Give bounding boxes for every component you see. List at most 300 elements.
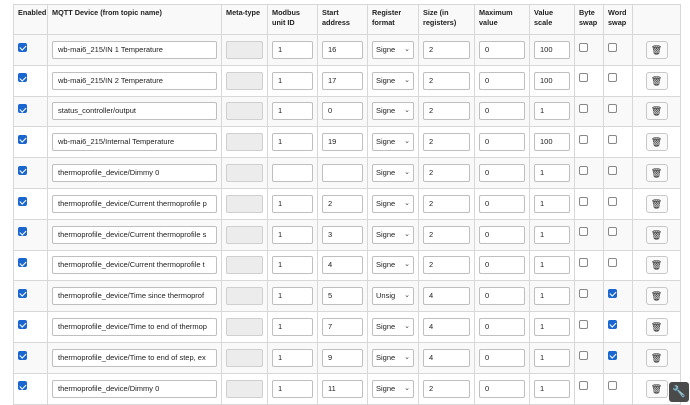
start-address-input[interactable]: 2 <box>322 195 363 213</box>
delete-row-button[interactable] <box>646 380 668 398</box>
unit-id-input[interactable] <box>272 164 313 182</box>
header-byte-swap: Byte swap <box>575 5 604 35</box>
size-input[interactable]: 2 <box>423 256 470 274</box>
actions-cell <box>633 65 681 96</box>
size-input[interactable]: 2 <box>423 195 470 213</box>
start-address-cell <box>318 65 368 96</box>
meta-type-cell <box>222 373 268 404</box>
mqtt-device-input[interactable]: thermoprofile_device/Dimmy 0 <box>52 164 217 182</box>
value-scale-cell <box>530 219 575 250</box>
byte-swap-cell <box>575 281 604 312</box>
header-word-swap: Word swap <box>604 5 633 35</box>
chevron-down-icon: ⌄ <box>404 169 410 177</box>
value-scale-cell <box>530 96 575 127</box>
table-row <box>14 373 681 404</box>
max-value-input[interactable]: 0 <box>479 41 525 59</box>
mqtt-device-input[interactable]: wb-mai6_215/IN 1 Temperature <box>52 41 217 59</box>
word-swap-checkbox[interactable] <box>608 227 617 236</box>
enabled-checkbox[interactable] <box>18 258 27 267</box>
enabled-cell <box>14 65 48 96</box>
max-value-input[interactable]: 0 <box>479 133 525 151</box>
byte-swap-cell <box>575 35 604 66</box>
start-address-input[interactable] <box>322 164 363 182</box>
max-value-cell <box>475 188 530 219</box>
unit-id-input[interactable]: 1 <box>272 41 313 59</box>
enabled-cell <box>14 281 48 312</box>
start-address-input[interactable]: 4 <box>322 256 363 274</box>
size-input[interactable]: 2 <box>423 72 470 90</box>
unit-id-input[interactable]: 1 <box>272 349 313 367</box>
mqtt-device-input[interactable]: thermoprofile_device/Time to end of step, ex <box>52 349 217 367</box>
byte-swap-checkbox[interactable] <box>579 381 588 390</box>
chevron-down-icon: ⌄ <box>404 230 410 238</box>
header-maximum-value: Maximum value <box>475 5 530 35</box>
word-swap-cell <box>604 127 633 158</box>
trash-icon: 🗑 <box>650 137 663 148</box>
word-swap-checkbox[interactable] <box>608 104 617 113</box>
device-cell <box>48 188 222 219</box>
actions-cell <box>633 35 681 66</box>
word-swap-checkbox[interactable] <box>608 289 617 298</box>
unit-id-cell <box>268 312 318 343</box>
meta-type-input[interactable] <box>226 380 263 398</box>
word-swap-cell <box>604 96 633 127</box>
enabled-checkbox[interactable] <box>18 73 27 82</box>
meta-type-cell <box>222 342 268 373</box>
byte-swap-cell <box>575 65 604 96</box>
register-format-cell <box>368 312 419 343</box>
delete-row-button[interactable] <box>646 133 668 151</box>
actions-cell <box>633 281 681 312</box>
value-scale-cell <box>530 312 575 343</box>
register-format-select[interactable] <box>372 133 414 151</box>
device-cell <box>48 96 222 127</box>
wrench-icon[interactable]: 🔧 <box>669 382 689 402</box>
size-cell <box>419 35 475 66</box>
enabled-cell <box>14 96 48 127</box>
meta-type-cell <box>222 65 268 96</box>
size-input[interactable]: 2 <box>423 133 470 151</box>
unit-id-input[interactable]: 1 <box>272 318 313 336</box>
unit-id-input[interactable]: 1 <box>272 133 313 151</box>
byte-swap-checkbox[interactable] <box>579 258 588 267</box>
device-cell <box>48 342 222 373</box>
mqtt-device-input[interactable]: thermoprofile_device/Dimmy 0 <box>52 380 217 398</box>
word-swap-checkbox[interactable] <box>608 320 617 329</box>
enabled-checkbox[interactable] <box>18 166 27 175</box>
word-swap-checkbox[interactable] <box>608 135 617 144</box>
enabled-checkbox[interactable] <box>18 351 27 360</box>
unit-id-input[interactable]: 1 <box>272 226 313 244</box>
delete-row-button[interactable] <box>646 195 668 213</box>
unit-id-input[interactable]: 1 <box>272 380 313 398</box>
meta-type-cell <box>222 158 268 189</box>
start-address-cell <box>318 250 368 281</box>
start-address-cell <box>318 312 368 343</box>
register-format-cell <box>368 188 419 219</box>
register-format-cell <box>368 373 419 404</box>
unit-id-input[interactable]: 1 <box>272 195 313 213</box>
max-value-input[interactable]: 0 <box>479 102 525 120</box>
word-swap-cell <box>604 158 633 189</box>
chevron-down-icon: ⌄ <box>404 199 410 207</box>
meta-type-cell <box>222 250 268 281</box>
mqtt-device-input[interactable]: thermoprofile_device/Current thermoprofile s <box>52 226 217 244</box>
register-format-select[interactable] <box>372 41 414 59</box>
max-value-input[interactable]: 0 <box>479 164 525 182</box>
register-format-cell <box>368 96 419 127</box>
max-value-cell <box>475 96 530 127</box>
value-scale-input[interactable]: 1 <box>534 380 570 398</box>
actions-cell <box>633 158 681 189</box>
start-address-cell <box>318 158 368 189</box>
max-value-input[interactable]: 0 <box>479 349 525 367</box>
max-value-cell <box>475 35 530 66</box>
device-cell <box>48 219 222 250</box>
meta-type-cell <box>222 188 268 219</box>
max-value-cell <box>475 65 530 96</box>
register-format-value: Signe <box>376 75 396 85</box>
header-size: Size (in registers) <box>419 5 475 35</box>
unit-id-input[interactable]: 1 <box>272 287 313 305</box>
unit-id-cell <box>268 158 318 189</box>
register-format-select[interactable] <box>372 380 414 398</box>
size-input[interactable]: 4 <box>423 349 470 367</box>
byte-swap-checkbox[interactable] <box>579 320 588 329</box>
meta-type-input[interactable] <box>226 41 263 59</box>
register-format-select[interactable] <box>372 226 414 244</box>
trash-icon: 🗑 <box>650 75 663 86</box>
word-swap-checkbox[interactable] <box>608 351 617 360</box>
start-address-cell <box>318 219 368 250</box>
header-value-scale: Value scale <box>530 5 575 35</box>
max-value-cell <box>475 219 530 250</box>
register-format-cell <box>368 158 419 189</box>
enabled-cell <box>14 219 48 250</box>
word-swap-checkbox[interactable] <box>608 43 617 52</box>
register-format-cell <box>368 250 419 281</box>
trash-icon: 🗑 <box>650 168 663 179</box>
enabled-checkbox[interactable] <box>18 320 27 329</box>
byte-swap-checkbox[interactable] <box>579 351 588 360</box>
word-swap-cell <box>604 281 633 312</box>
value-scale-input[interactable]: 1 <box>534 349 570 367</box>
delete-row-button[interactable] <box>646 256 668 274</box>
register-format-cell <box>368 35 419 66</box>
meta-type-cell <box>222 35 268 66</box>
enabled-checkbox[interactable] <box>18 104 27 113</box>
mqtt-device-input[interactable]: wb-mai6_215/IN 2 Temperature <box>52 72 217 90</box>
delete-row-button[interactable] <box>646 164 668 182</box>
meta-type-cell <box>222 127 268 158</box>
value-scale-input[interactable]: 1 <box>534 102 570 120</box>
start-address-input[interactable]: 11 <box>322 380 363 398</box>
start-address-input[interactable]: 0 <box>322 102 363 120</box>
size-input[interactable]: 2 <box>423 102 470 120</box>
max-value-input[interactable]: 0 <box>479 287 525 305</box>
value-scale-cell <box>530 373 575 404</box>
size-cell <box>419 65 475 96</box>
enabled-checkbox[interactable] <box>18 227 27 236</box>
delete-row-button[interactable] <box>646 318 668 336</box>
max-value-cell <box>475 127 530 158</box>
meta-type-input[interactable] <box>226 195 263 213</box>
register-format-value: Signe <box>376 383 396 393</box>
byte-swap-checkbox[interactable] <box>579 104 588 113</box>
meta-type-input[interactable] <box>226 72 263 90</box>
enabled-checkbox[interactable] <box>18 135 27 144</box>
table-row <box>14 312 681 343</box>
table-row <box>14 281 681 312</box>
start-address-cell <box>318 127 368 158</box>
register-format-select[interactable] <box>372 164 414 182</box>
register-format-value: Signe <box>376 260 396 270</box>
max-value-input[interactable]: 0 <box>479 256 525 274</box>
start-address-input[interactable]: 5 <box>322 287 363 305</box>
unit-id-input[interactable]: 1 <box>272 256 313 274</box>
register-format-cell <box>368 219 419 250</box>
meta-type-cell <box>222 219 268 250</box>
header-actions <box>633 5 681 35</box>
enabled-cell <box>14 158 48 189</box>
size-input[interactable]: 4 <box>423 287 470 305</box>
max-value-input[interactable]: 0 <box>479 380 525 398</box>
start-address-input[interactable]: 17 <box>322 72 363 90</box>
meta-type-input[interactable] <box>226 318 263 336</box>
delete-row-button[interactable] <box>646 41 668 59</box>
actions-cell <box>633 250 681 281</box>
delete-row-button[interactable] <box>646 226 668 244</box>
word-swap-checkbox[interactable] <box>608 197 617 206</box>
actions-cell <box>633 188 681 219</box>
enabled-checkbox[interactable] <box>18 381 27 390</box>
byte-swap-checkbox[interactable] <box>579 227 588 236</box>
value-scale-cell <box>530 281 575 312</box>
size-cell <box>419 281 475 312</box>
table-row <box>14 127 681 158</box>
table-row <box>14 219 681 250</box>
word-swap-cell <box>604 219 633 250</box>
register-format-value: Signe <box>376 198 396 208</box>
unit-id-cell <box>268 65 318 96</box>
mqtt-device-input[interactable]: thermoprofile_device/Time to end of thermop <box>52 318 217 336</box>
meta-type-input[interactable] <box>226 256 263 274</box>
word-swap-checkbox[interactable] <box>608 166 617 175</box>
byte-swap-cell <box>575 188 604 219</box>
header-enabled: Enabled <box>14 5 48 35</box>
register-format-select[interactable] <box>372 256 414 274</box>
register-format-select[interactable] <box>372 195 414 213</box>
mqtt-device-input[interactable]: status_controller/output <box>52 102 217 120</box>
enabled-checkbox[interactable] <box>18 197 27 206</box>
trash-icon: 🗑 <box>650 322 663 333</box>
register-format-select[interactable] <box>372 287 414 305</box>
mqtt-device-input[interactable]: wb-mai6_215/Internal Temperature <box>52 133 217 151</box>
register-format-cell <box>368 65 419 96</box>
meta-type-input[interactable] <box>226 102 263 120</box>
byte-swap-checkbox[interactable] <box>579 43 588 52</box>
value-scale-cell <box>530 127 575 158</box>
byte-swap-cell <box>575 250 604 281</box>
actions-cell <box>633 219 681 250</box>
value-scale-input[interactable]: 100 <box>534 41 570 59</box>
register-format-select[interactable] <box>372 102 414 120</box>
chevron-down-icon: ⌄ <box>404 76 410 84</box>
word-swap-checkbox[interactable] <box>608 258 617 267</box>
device-cell <box>48 373 222 404</box>
value-scale-input[interactable]: 100 <box>534 133 570 151</box>
mqtt-device-input[interactable]: thermoprofile_device/Current thermoprofile t <box>52 256 217 274</box>
modbus-mapping-table <box>13 4 681 405</box>
register-format-value: Signe <box>376 44 396 54</box>
register-format-cell <box>368 127 419 158</box>
size-input[interactable]: 2 <box>423 164 470 182</box>
register-format-value: Signe <box>376 352 396 362</box>
delete-row-button[interactable] <box>646 349 668 367</box>
trash-icon: 🗑 <box>650 260 663 271</box>
table-row <box>14 188 681 219</box>
word-swap-cell <box>604 35 633 66</box>
max-value-input[interactable]: 0 <box>479 195 525 213</box>
meta-type-cell <box>222 281 268 312</box>
value-scale-input[interactable]: 1 <box>534 256 570 274</box>
unit-id-cell <box>268 281 318 312</box>
delete-row-button[interactable] <box>646 72 668 90</box>
mqtt-device-input[interactable]: thermoprofile_device/Time since thermoprof <box>52 287 217 305</box>
size-input[interactable]: 4 <box>423 318 470 336</box>
register-format-select[interactable] <box>372 72 414 90</box>
unit-id-cell <box>268 373 318 404</box>
byte-swap-cell <box>575 312 604 343</box>
register-format-select[interactable] <box>372 318 414 336</box>
word-swap-cell <box>604 188 633 219</box>
register-format-value: Signe <box>376 322 396 332</box>
value-scale-cell <box>530 250 575 281</box>
device-cell <box>48 35 222 66</box>
meta-type-cell <box>222 312 268 343</box>
meta-type-input[interactable] <box>226 133 263 151</box>
device-cell <box>48 281 222 312</box>
meta-type-input[interactable] <box>226 287 263 305</box>
start-address-cell <box>318 342 368 373</box>
register-format-value: Signe <box>376 168 396 178</box>
start-address-cell <box>318 281 368 312</box>
unit-id-cell <box>268 188 318 219</box>
delete-row-button[interactable] <box>646 287 668 305</box>
byte-swap-checkbox[interactable] <box>579 135 588 144</box>
meta-type-input[interactable] <box>226 349 263 367</box>
max-value-input[interactable]: 0 <box>479 72 525 90</box>
register-format-value: Signe <box>376 137 396 147</box>
start-address-cell <box>318 96 368 127</box>
byte-swap-cell <box>575 342 604 373</box>
meta-type-input[interactable] <box>226 164 263 182</box>
byte-swap-checkbox[interactable] <box>579 289 588 298</box>
size-input[interactable]: 2 <box>423 226 470 244</box>
register-format-select[interactable] <box>372 349 414 367</box>
start-address-input[interactable]: 7 <box>322 318 363 336</box>
trash-icon: 🗑 <box>650 383 663 394</box>
word-swap-checkbox[interactable] <box>608 73 617 82</box>
unit-id-cell <box>268 250 318 281</box>
register-format-value: Unsig <box>376 291 396 301</box>
byte-swap-checkbox[interactable] <box>579 73 588 82</box>
chevron-down-icon: ⌄ <box>404 292 410 300</box>
byte-swap-cell <box>575 127 604 158</box>
max-value-cell <box>475 312 530 343</box>
byte-swap-checkbox[interactable] <box>579 166 588 175</box>
meta-type-cell <box>222 96 268 127</box>
value-scale-cell <box>530 65 575 96</box>
table-row <box>14 342 681 373</box>
start-address-input[interactable]: 16 <box>322 41 363 59</box>
byte-swap-cell <box>575 158 604 189</box>
max-value-input[interactable]: 0 <box>479 318 525 336</box>
unit-id-input[interactable]: 1 <box>272 102 313 120</box>
delete-row-button[interactable] <box>646 102 668 120</box>
chevron-down-icon: ⌄ <box>404 323 410 331</box>
size-input[interactable]: 2 <box>423 41 470 59</box>
byte-swap-checkbox[interactable] <box>579 197 588 206</box>
trash-icon: 🗑 <box>650 44 663 55</box>
start-address-input[interactable]: 3 <box>322 226 363 244</box>
unit-id-input[interactable]: 1 <box>272 72 313 90</box>
value-scale-input[interactable]: 1 <box>534 195 570 213</box>
value-scale-input[interactable]: 1 <box>534 287 570 305</box>
actions-cell <box>633 96 681 127</box>
value-scale-input[interactable]: 1 <box>534 318 570 336</box>
max-value-cell <box>475 373 530 404</box>
value-scale-input[interactable]: 1 <box>534 164 570 182</box>
enabled-checkbox[interactable] <box>18 289 27 298</box>
value-scale-cell <box>530 188 575 219</box>
start-address-input[interactable]: 19 <box>322 133 363 151</box>
word-swap-checkbox[interactable] <box>608 381 617 390</box>
enabled-checkbox[interactable] <box>18 43 27 52</box>
enabled-cell <box>14 35 48 66</box>
start-address-input[interactable]: 9 <box>322 349 363 367</box>
header-meta-type: Meta-type <box>222 5 268 35</box>
max-value-cell <box>475 281 530 312</box>
max-value-input[interactable]: 0 <box>479 226 525 244</box>
value-scale-cell <box>530 342 575 373</box>
value-scale-input[interactable]: 100 <box>534 72 570 90</box>
word-swap-cell <box>604 373 633 404</box>
chevron-down-icon: ⌄ <box>404 45 410 53</box>
actions-cell <box>633 342 681 373</box>
trash-icon: 🗑 <box>650 106 663 117</box>
device-cell <box>48 250 222 281</box>
table-header-row <box>14 5 681 35</box>
value-scale-input[interactable]: 1 <box>534 226 570 244</box>
value-scale-cell <box>530 35 575 66</box>
table-row <box>14 158 681 189</box>
unit-id-cell <box>268 342 318 373</box>
register-format-cell <box>368 342 419 373</box>
size-cell <box>419 219 475 250</box>
table-row <box>14 96 681 127</box>
word-swap-cell <box>604 312 633 343</box>
meta-type-input[interactable] <box>226 226 263 244</box>
trash-icon: 🗑 <box>650 291 663 302</box>
mqtt-device-input[interactable]: thermoprofile_device/Current thermoprofile p <box>52 195 217 213</box>
unit-id-cell <box>268 35 318 66</box>
header-start-address: Start address <box>318 5 368 35</box>
byte-swap-cell <box>575 96 604 127</box>
enabled-cell <box>14 312 48 343</box>
size-input[interactable]: 2 <box>423 380 470 398</box>
enabled-cell <box>14 188 48 219</box>
